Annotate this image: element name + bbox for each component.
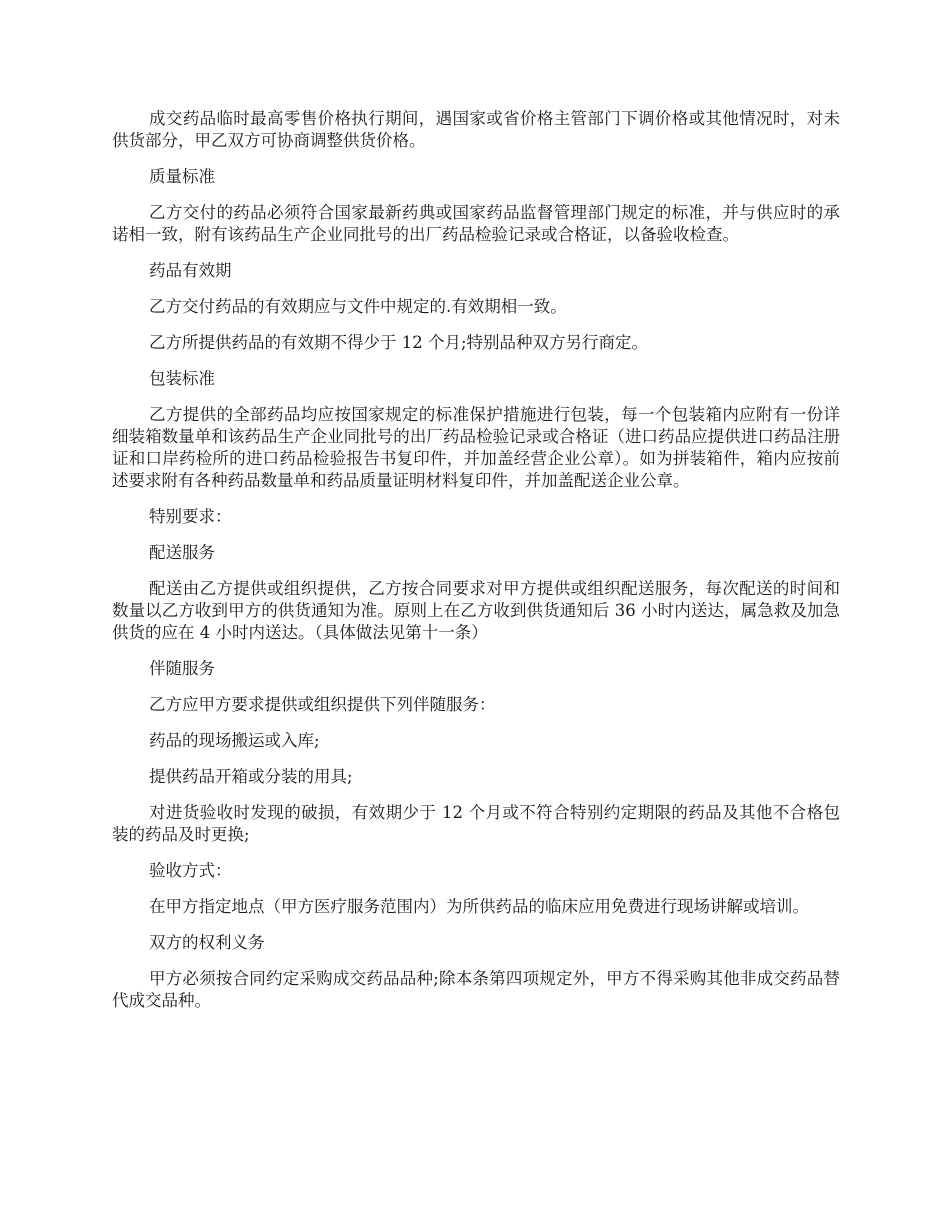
list-item-replacement: 对进货验收时发现的破损，有效期少于 12 个月或不符合特别约定期限的药品及其他不合格包装的药品及时更换; — [112, 803, 840, 844]
paragraph-delivery-service: 配送由乙方提供或组织提供，乙方按合同要求对甲方提供或组织配送服务，每次配送的时间和数量以乙方收到甲方的供货通知为准。原则上在乙方收到供货通知后 36 小时内送达，属急救及加急供货的应在 4 小时内送达。（具体做法见第十一条） — [112, 579, 840, 642]
heading-packaging-standard: 包装标准 — [149, 369, 215, 388]
heading-delivery-service: 配送服务 — [149, 543, 215, 562]
paragraph-price-adjustment: 成交药品临时最高零售价格执行期间，遇国家或省价格主管部门下调价格或其他情况时，对未供货部分，甲乙双方可协商调整供货价格。 — [112, 109, 840, 150]
heading-quality-standard: 质量标准 — [149, 167, 215, 186]
heading-acceptance-method: 验收方式： — [149, 861, 232, 880]
paragraph-validity-consistent: 乙方交付药品的有效期应与文件中规定的.有效期相一致。 — [149, 297, 567, 316]
heading-accompanying-service: 伴随服务 — [149, 659, 215, 678]
list-item-unpacking-tools: 提供药品开箱或分装的用具; — [149, 767, 353, 786]
paragraph-accompanying-intro: 乙方应甲方要求提供或组织提供下列伴随服务： — [149, 695, 496, 714]
heading-rights-obligations: 双方的权利义务 — [149, 933, 265, 952]
paragraph-quality-standard: 乙方交付的药品必须符合国家最新药典或国家药品监督管理部门规定的标准，并与供应时的承诺相一致，附有该药品生产企业同批号的出厂药品检验记录或合格证，以备验收检查。 — [112, 203, 840, 244]
heading-special-requirements: 特别要求： — [149, 507, 232, 526]
document-page — [112, 108, 840, 1026]
paragraph-validity-minimum: 乙方所提供药品的有效期不得少于 12 个月;特别品种双方另行商定。 — [149, 333, 649, 352]
heading-validity-period: 药品有效期 — [149, 261, 232, 280]
list-item-onsite-handling: 药品的现场搬运或入库; — [149, 731, 320, 750]
paragraph-acceptance-method: 在甲方指定地点（甲方医疗服务范围内）为所供药品的临床应用免费进行现场讲解或培训。 — [149, 897, 809, 916]
paragraph-packaging-standard: 乙方提供的全部药品均应按国家规定的标准保护措施进行包装，每一个包装箱内应附有一份详细装箱数量单和该药品生产企业同批号的出厂药品检验记录或合格证（进口药品应提供进口药品注册证和口岸药检所的进口药品检验报告书复印件，并加盖经营企业公章）。如为拼装箱件，箱内应按前述要求附有各种药品数量单和药品质量证明材料复印件，并加盖配送企业公章。 — [112, 405, 840, 490]
paragraph-rights-obligations: 甲方必须按合同约定采购成交药品品种;除本条第四项规定外，甲方不得采购其他非成交药品替代成交品种。 — [112, 969, 840, 1010]
